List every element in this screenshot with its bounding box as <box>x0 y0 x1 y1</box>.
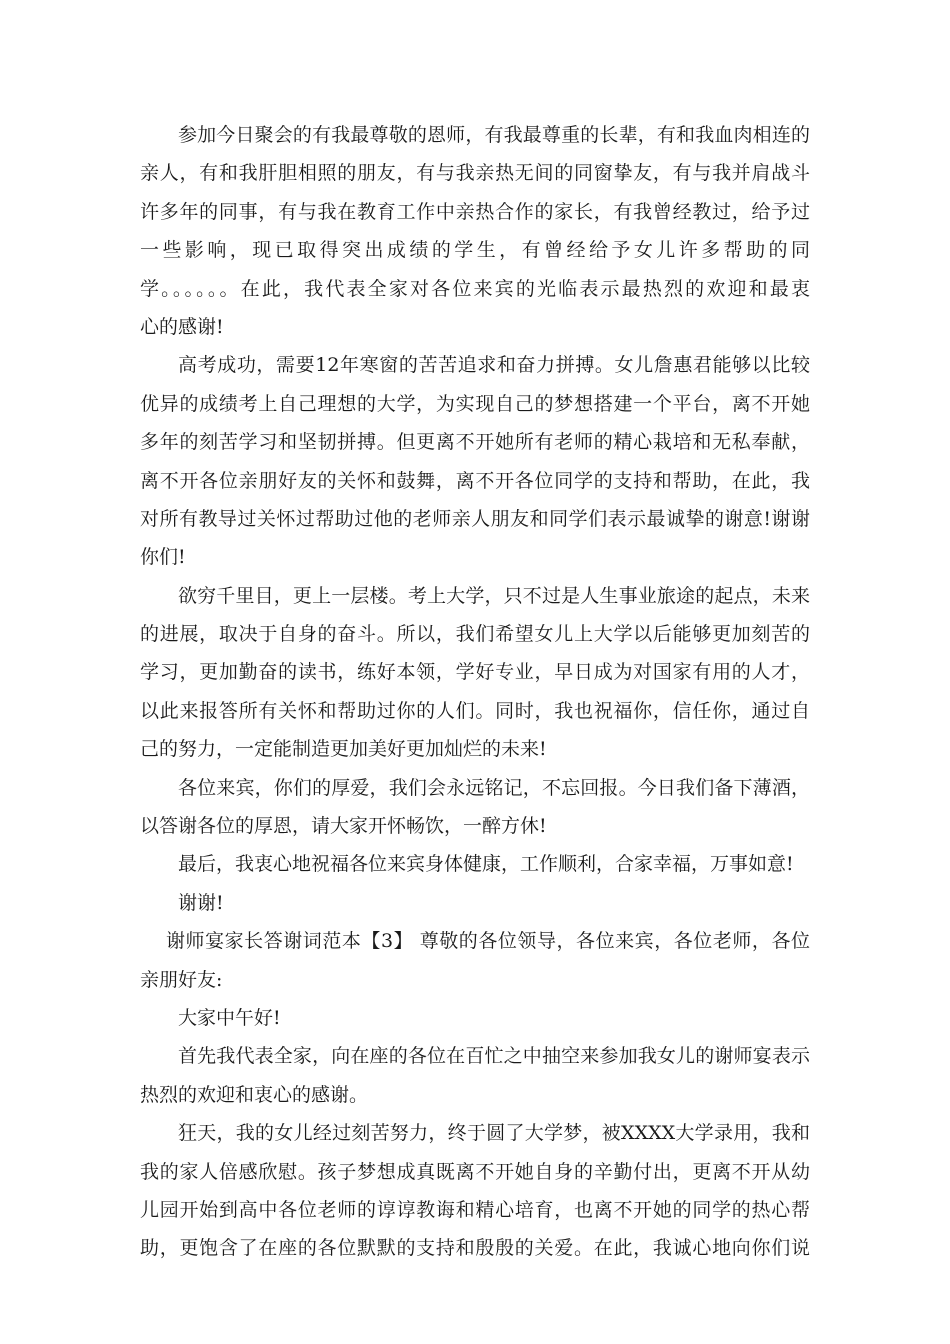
text-line: 首先我代表全家，向在座的各位在百忙之中抽空来参加我女儿的谢师宴表示 <box>178 1045 810 1068</box>
text-line: 许多年的同事，有与我在教育工作中亲热合作的家长，有我曾经教过，给予过 <box>140 200 810 223</box>
text-line: 大家中午好! <box>178 1006 281 1029</box>
text-line: 助，更饱含了在座的各位默默的支持和殷殷的关爱。在此，我诚心地向你们说 <box>140 1237 810 1260</box>
text-line: 狂天，我的女儿经过刻苦努力，终于圆了大学梦，被XXXX大学录用，我和 <box>178 1122 810 1145</box>
text-line: 对所有教导过关怀过帮助过他的老师亲人朋友和同学们表示最诚挚的谢意!谢谢 <box>140 507 810 530</box>
text-line: 参加今日聚会的有我最尊敬的恩师，有我最尊重的长辈，有和我血肉相连的 <box>178 124 810 146</box>
text-line: 心的感谢! <box>140 315 224 338</box>
text-line: 一些影响，现已取得突出成绩的学生，有曾经给予女儿许多帮助的同 <box>140 239 810 262</box>
text-line: 以此来报答所有关怀和帮助过你的人们。同时，我也祝福你，信任你，通过自 <box>140 699 810 722</box>
text-line: 热烈的欢迎和衷心的感谢。 <box>140 1083 369 1106</box>
text-line: 离不开各位亲朋好友的关怀和鼓舞，离不开各位同学的支持和帮助，在此，我 <box>140 469 810 492</box>
text-line: 我的家人倍感欣慰。孩子梦想成真既离不开她自身的辛勤付出，更离不开从幼 <box>140 1160 810 1183</box>
text-line: 你们! <box>140 546 186 569</box>
text-line: 学习，更加勤奋的读书，练好本领，学好专业，早日成为对国家有用的人才， <box>140 661 810 684</box>
text-line: 以答谢各位的厚恩，请大家开怀畅饮，一醉方休! <box>140 815 547 838</box>
text-line: 己的努力，一定能制造更加美好更加灿烂的未来! <box>140 738 547 761</box>
text-line: 多年的刻苦学习和坚韧拼搏。但更离不开她所有老师的精心栽培和无私奉献， <box>140 431 810 454</box>
text-line: 谢谢! <box>178 891 224 914</box>
text-line: 亲朋好友: <box>140 968 223 991</box>
text-line: 谢师宴家长答谢词范本【3】 尊敬的各位领导，各位来宾，各位老师，各位 <box>166 930 810 953</box>
text-line: 优异的成绩考上自己理想的大学，为实现自己的梦想搭建一个平台，离不开她 <box>140 392 810 415</box>
body-text <box>140 116 810 1268</box>
text-line: 的进展，取决于自身的奋斗。所以，我们希望女儿上大学以后能够更加刻苦的 <box>140 623 810 646</box>
text-line: 欲穷千里目，更上一层楼。考上大学，只不过是人生事业旅途的起点，未来 <box>178 584 810 607</box>
text-line: 学。。。。。。在此，我代表全家对各位来宾的光临表示最热烈的欢迎和最衷 <box>140 277 810 300</box>
text-line: 高考成功，需要12年寒窗的苦苦追求和奋力拼搏。女儿詹惠君能够以比较 <box>178 354 810 377</box>
text-line: 亲人，有和我肝胆相照的朋友，有与我亲热无间的同窗挚友，有与我并肩战斗 <box>140 162 810 185</box>
text-line: 儿园开始到高中各位老师的谆谆教诲和精心培育，也离不开她的同学的热心帮 <box>140 1198 810 1221</box>
text-line: 各位来宾，你们的厚爱，我们会永远铭记，不忘回报。今日我们备下薄酒， <box>178 776 810 799</box>
text-line: 最后，我衷心地祝福各位来宾身体健康，工作顺利，合家幸福，万事如意! <box>178 853 794 876</box>
